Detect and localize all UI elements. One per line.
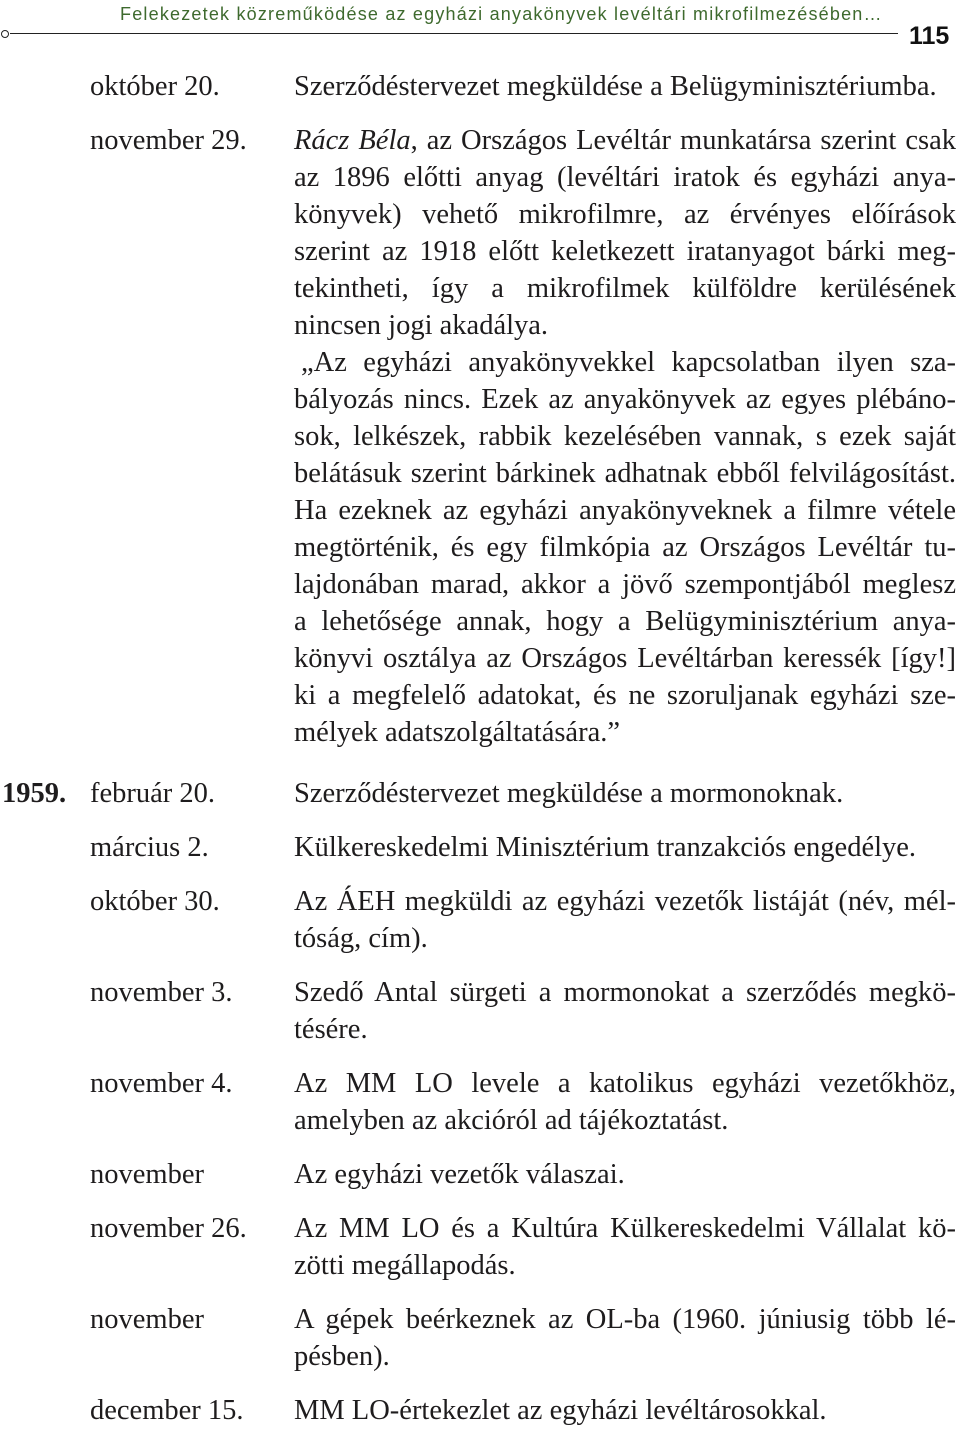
entry-date: november (90, 1159, 204, 1190)
entry-date: november 26. (90, 1213, 247, 1244)
entry-text (294, 1156, 956, 1193)
text-line: pésben). (294, 1341, 390, 1372)
chronology-entry (0, 829, 960, 866)
text-line: tésére. (294, 1014, 368, 1045)
text-line: nincsen jogi akadálya. (294, 310, 549, 341)
text-line: könyvek) vehető mikrofilmre, az érvényes előírások (294, 199, 956, 230)
chronology-entry (0, 1156, 960, 1193)
quote-line: a lehetősége annak, hogy a Belügyminisztérium anya- (294, 606, 956, 637)
text-line: MM LO-értekezlet az egyházi levéltárosokkal. (294, 1395, 827, 1426)
text-line: Szerződéstervezet megküldése a Belügyminisztériumba. (294, 71, 937, 102)
chronology-entry (0, 1392, 960, 1429)
chronology-entry (0, 122, 960, 751)
entry-date: november (90, 1304, 204, 1335)
quote-line: lajdonában marad, akkor a jövő szempontjából meglesz (294, 569, 956, 600)
entry-text (294, 974, 956, 1048)
entry-text (294, 1210, 956, 1284)
text-line: az 1896 előtti anyag (levéltári iratok és egyházi anya- (294, 162, 956, 193)
chronology (0, 68, 960, 1429)
entry-text (294, 883, 956, 957)
entry-date: március 2. (90, 832, 209, 863)
rule-end-ornament (1, 30, 9, 38)
text-line: Külkereskedelmi Minisztérium tranzakciós engedélye. (294, 832, 917, 863)
entry-date: február 20. (90, 778, 216, 809)
quote-line: Ha ezeknek az egyházi anyakönyveknek a filmre vétele (294, 495, 956, 526)
running-title: Felekezetek közreműködése az egyházi anyakönyvek levéltári mikrofilmezésében… (120, 4, 883, 24)
entry-date: október 20. (90, 71, 220, 102)
chronology-entry (0, 1301, 960, 1375)
text-line-rest: , az Országos Levéltár munkatársa szerint csak (410, 125, 956, 156)
quote-line: ki a megfelelő adatokat, és ne szoruljanak egyházi sze- (294, 680, 956, 711)
entry-date: november 4. (90, 1068, 233, 1099)
text-line: zötti megállapodás. (294, 1250, 516, 1281)
text-line: Az ÁEH megküldi az egyházi vezetők listáját (név, mél- (294, 886, 956, 917)
chronology-entry (0, 1210, 960, 1284)
entry-date: október 30. (90, 886, 220, 917)
entry-date: november 3. (90, 977, 233, 1008)
quote-line: könyvi osztálya az Országos Levéltárban keressék [így!] (294, 643, 956, 674)
entry-text (294, 68, 956, 105)
quote-line: sok, lelkészek, rabbik kezelésében vannak, s ezek saját (294, 421, 956, 452)
entry-text (294, 775, 956, 812)
quote-line: belátásuk szerint bárkinek adhatnak ebből felvilágosítást. (294, 458, 956, 489)
text-line: amelyben az akcióról ad tájékoztatást. (294, 1105, 729, 1136)
quote-line: bályozás nincs. Ezek az anyakönyvek az egyes plébáno- (294, 384, 956, 415)
chronology-entry (0, 1065, 960, 1139)
chronology-entry (0, 883, 960, 957)
entry-year: 1959. (2, 778, 67, 809)
text-line (294, 122, 956, 159)
text-line: Szerződéstervezet megküldése a mormonoknak. (294, 778, 844, 809)
text-line: Az egyházi vezetők válaszai. (294, 1159, 625, 1190)
chronology-entry (0, 68, 960, 105)
text-line: Az MM LO levele a katolikus egyházi vezetőkhöz, (294, 1068, 956, 1099)
entry-date: november 29. (90, 125, 247, 156)
text-line: tekintheti, így a mikrofilmek külföldre kerülésének (294, 273, 956, 304)
chronology-entry (0, 974, 960, 1048)
page-number: 115 (909, 22, 950, 50)
chronology-entry (0, 775, 960, 812)
text-line: Szedő Antal sürgeti a mormonokat a szerződés megkö- (294, 977, 956, 1008)
quote-line: mélyek adatszolgáltatására.” (294, 717, 620, 748)
quote-line: megtörténik, és egy filmkópia az Országos Levéltár tu- (294, 532, 956, 563)
text-line: tóság, cím). (294, 923, 428, 954)
entry-text (294, 829, 956, 866)
quote-line: „Az egyházi anyakönyvekkel kapcsolatban ilyen sza- (301, 347, 956, 378)
entry-date: december 15. (90, 1395, 244, 1426)
text-line: szerint az 1918 előtt keletkezett iratanyagot bárki meg- (294, 236, 956, 267)
entry-text (294, 122, 956, 751)
text-line: Az MM LO és a Kultúra Külkereskedelmi Vállalat kö- (294, 1213, 956, 1244)
entry-text (294, 1301, 956, 1375)
entry-text (294, 1065, 956, 1139)
person-name: Rácz Béla (294, 125, 411, 156)
text-line: A gépek beérkeznek az OL-ba (1960. júniusig több lé- (294, 1304, 956, 1335)
header-rule (10, 33, 898, 34)
entry-text (294, 1392, 956, 1429)
